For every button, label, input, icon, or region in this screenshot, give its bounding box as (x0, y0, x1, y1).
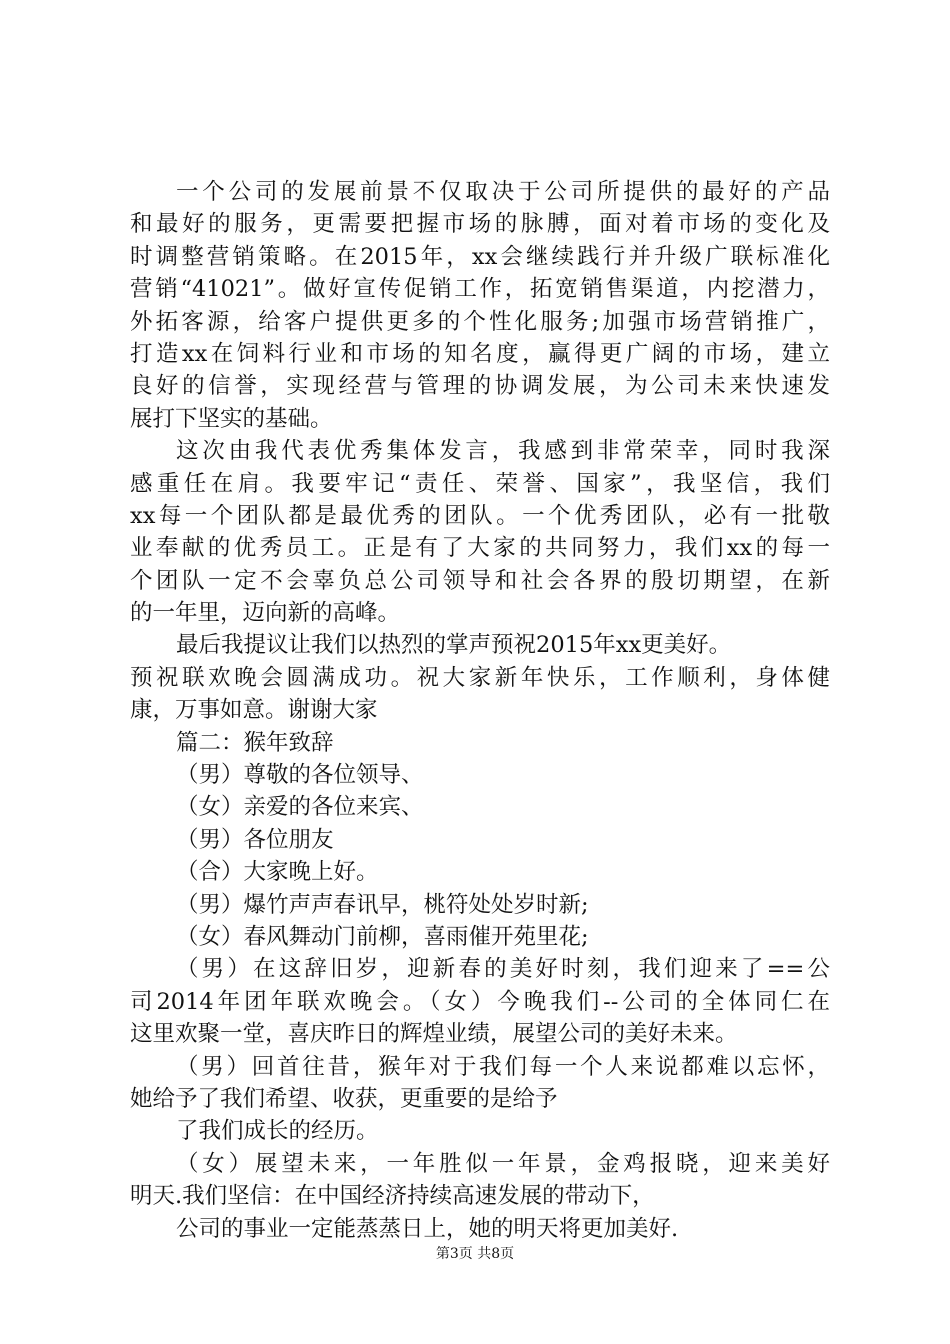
section-heading: 篇二：猴年致辞 (176, 729, 334, 756)
text-line: 康，万事如意。谢谢大家 (130, 697, 378, 724)
text-line: 最后我提议让我们以热烈的掌声预祝2015年xx更美好。 (176, 632, 732, 659)
text-line: 良好的信誉，实现经营与管理的协调发展，为公司未来快速发 (130, 373, 830, 400)
text-line: 一个公司的发展前景不仅取决于公司所提供的最好的产品 (176, 179, 830, 205)
text-line: 个团队一定不会辜负总公司领导和社会各界的殷切期望，在新 (130, 567, 830, 594)
text-line: 明天.我们坚信：在中国经济持续高速发展的带动下， (130, 1183, 655, 1210)
text-line: （男）在这辞旧岁，迎新春的美好时刻，我们迎来了==公 (176, 956, 830, 983)
text-line: （合）大家晚上好。 (176, 859, 379, 886)
text-line: 了我们成长的经历。 (176, 1118, 379, 1145)
text-line: （女）展望未来，一年胜似一年景，金鸡报晓，迎来美好 (176, 1150, 830, 1177)
text-line: 这里欢聚一堂，喜庆昨日的辉煌业绩，展望公司的美好未来。 (130, 1021, 738, 1048)
text-line: 预祝联欢晚会圆满成功。祝大家新年快乐，工作顺利，身体健 (130, 664, 830, 691)
text-line: 时调整营销策略。在2015年，xx会继续践行并升级广联标准化 (130, 243, 830, 270)
page-footer (0, 1244, 950, 1264)
text-line: （女）春风舞动门前柳，喜雨催开苑里花; (176, 923, 589, 950)
text-line: （女）亲爱的各位来宾、 (176, 794, 424, 821)
text-line: （男）各位朋友 (176, 826, 334, 853)
text-line: 这次由我代表优秀集体发言，我感到非常荣幸，同时我深 (176, 438, 830, 465)
text-line: 和最好的服务，更需要把握市场的脉膊，面对着市场的变化及 (130, 211, 830, 238)
text-line: 打造xx在饲料行业和市场的知名度，赢得更广阔的市场，建立 (130, 340, 830, 367)
text-line: （男）爆竹声声春讯早，桃符处处岁时新; (176, 891, 589, 918)
text-line: xx每一个团队都是最优秀的团队。一个优秀团队，必有一批敬 (130, 502, 830, 529)
text-line: 外拓客源，给客户提供更多的个性化服务;加强市场营销推广， (130, 308, 830, 335)
text-line: 展打下坚实的基础。 (130, 405, 333, 432)
text-line: 营销“41021”。做好宣传促销工作，拓宽销售渠道，内挖潜力， (130, 276, 830, 303)
text-line: 公司的事业一定能蒸蒸日上，她的明天将更加美好. (176, 1215, 679, 1242)
text-line: 司2014年团年联欢晚会。（女）今晚我们--公司的全体同仁在 (130, 988, 830, 1015)
text-line: （男）回首往昔，猴年对于我们每一个人来说都难以忘怀， (176, 1053, 830, 1080)
document-body (130, 176, 830, 1245)
text-line: 业奉献的优秀员工。正是有了大家的共同努力，我们xx的每一 (130, 535, 830, 562)
text-line: 感重任在肩。我要牢记“责任、荣誉、国家”，我坚信，我们 (130, 470, 830, 497)
text-line: 的一年里，迈向新的高峰。 (130, 600, 401, 627)
text-line: 她给予了我们希望、收获，更重要的是给予 (130, 1085, 558, 1112)
text-line: （男）尊敬的各位领导、 (176, 762, 424, 789)
page-number-label: 第3页 共8页 (435, 1246, 515, 1262)
